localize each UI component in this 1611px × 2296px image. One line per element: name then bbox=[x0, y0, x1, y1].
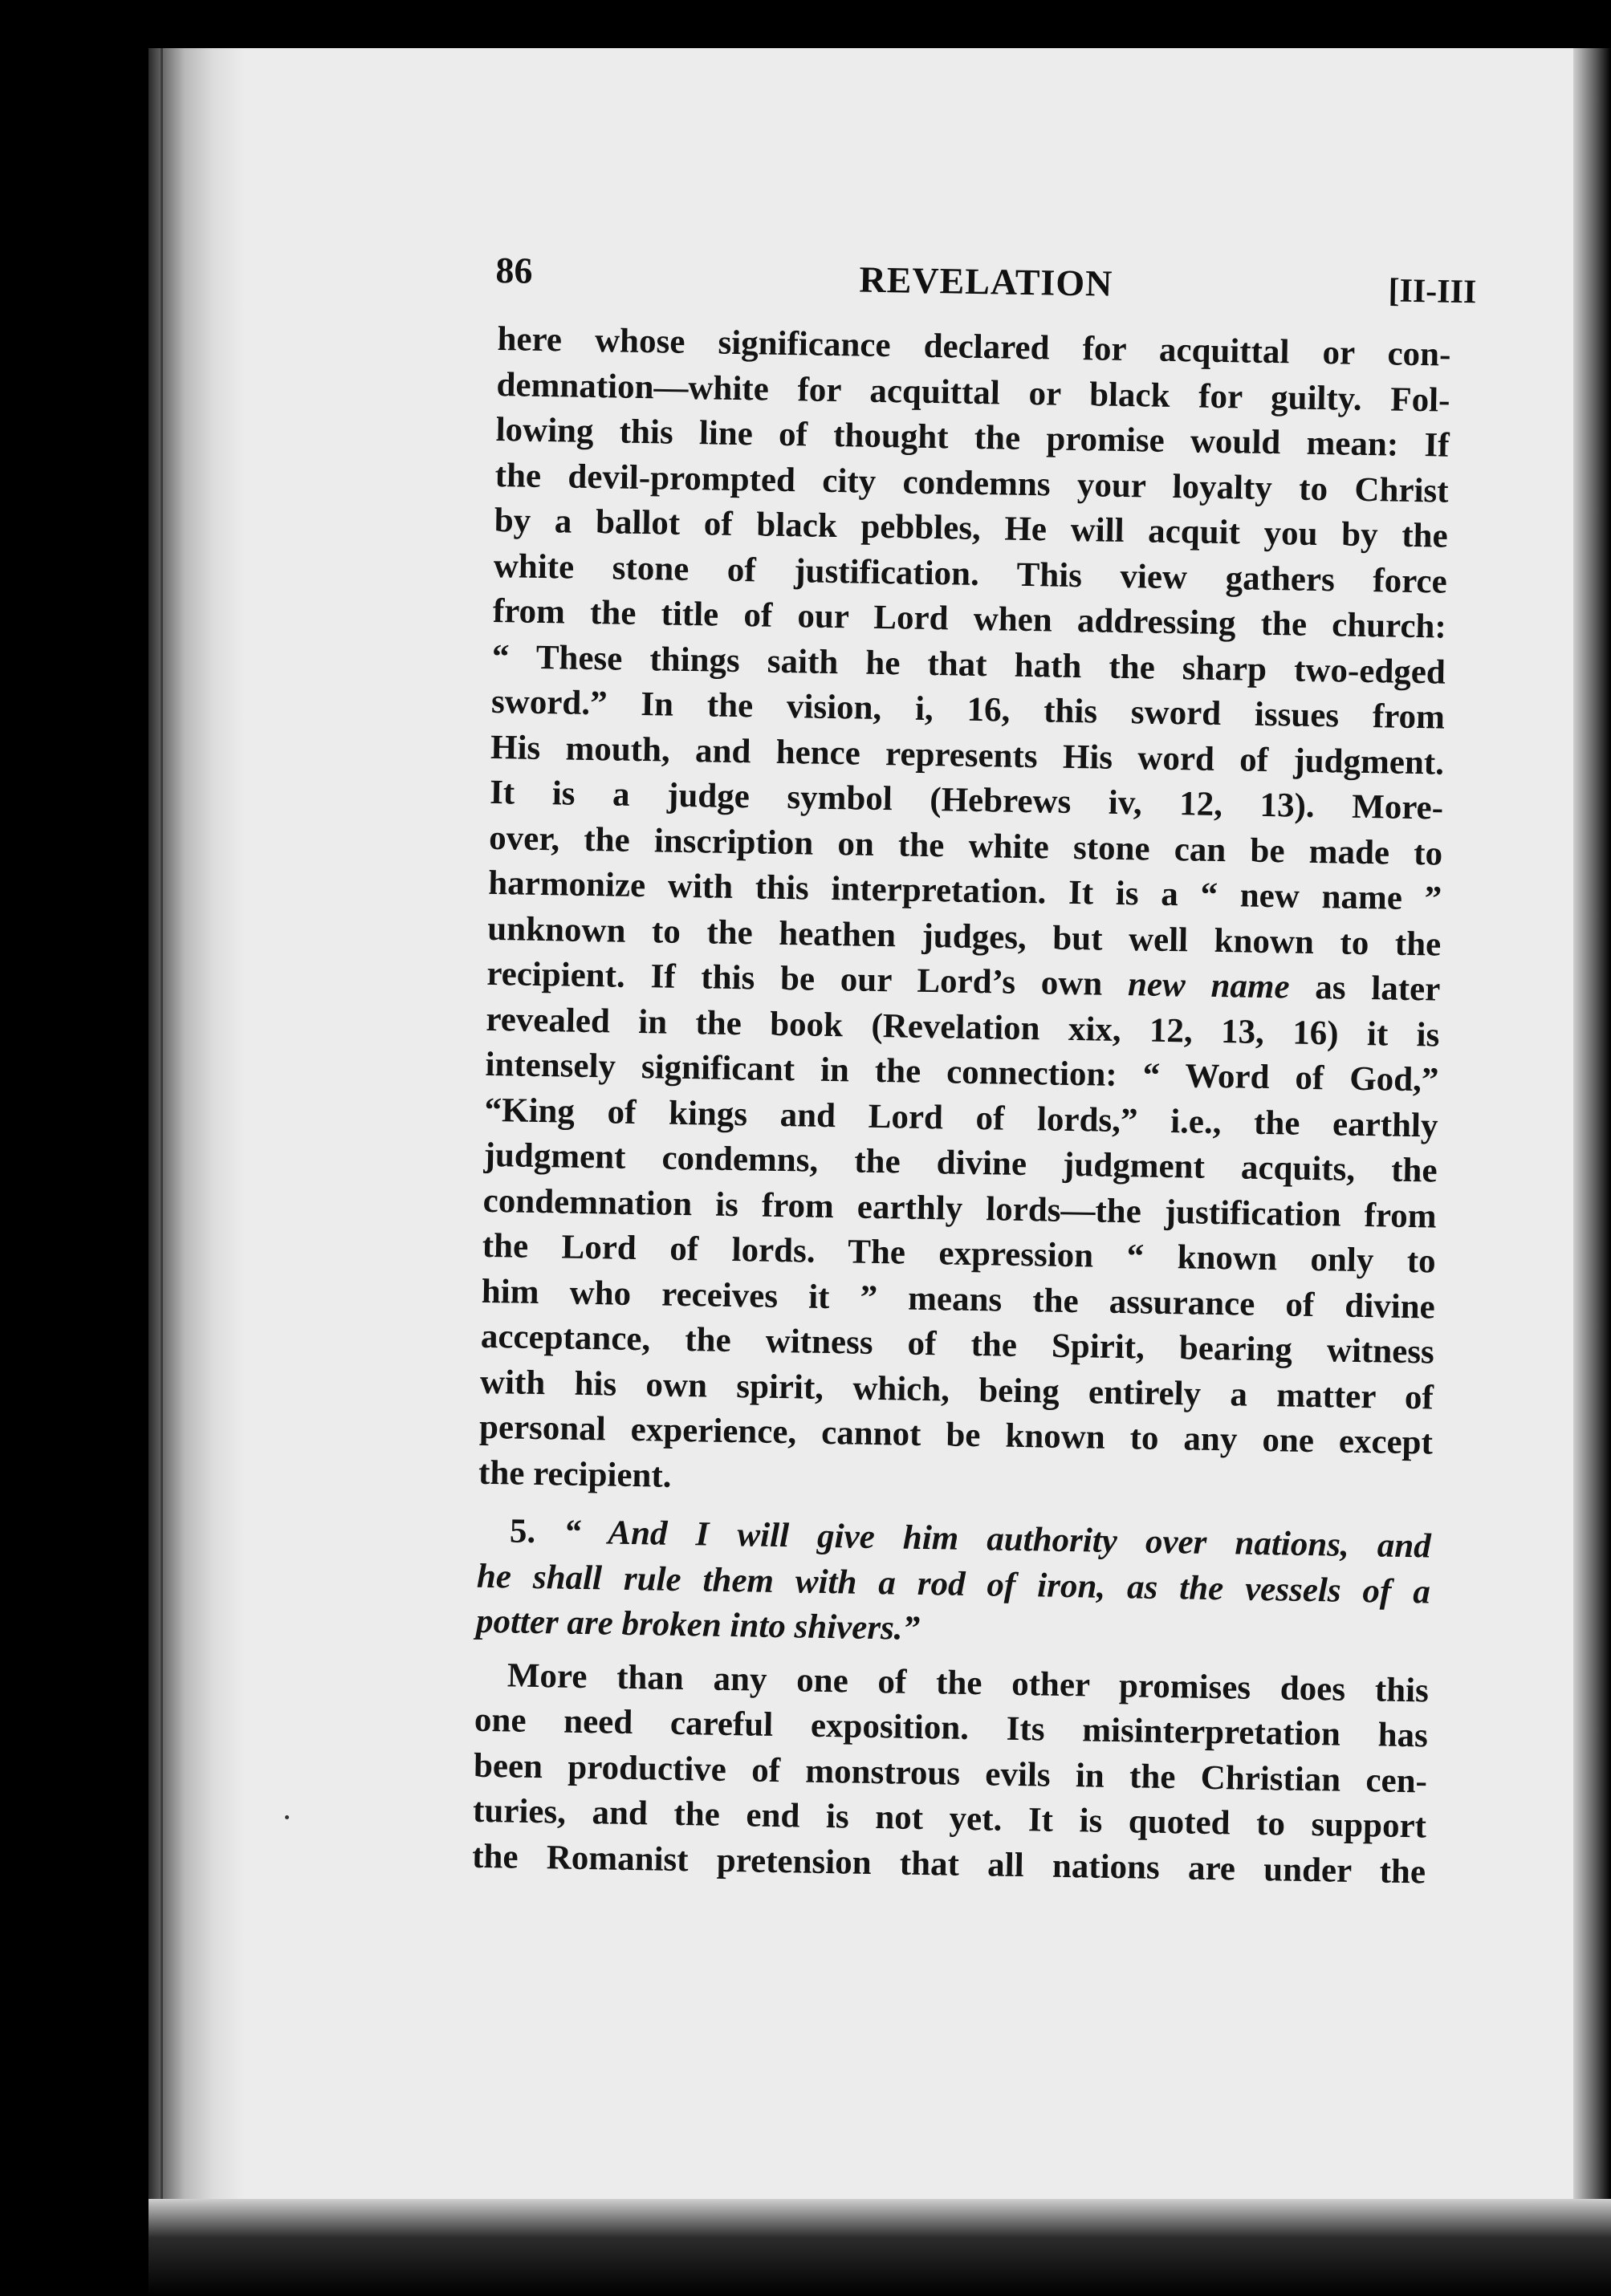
text-line: by a ballot of black pebbles, He will acquit you by the bbox=[494, 501, 1449, 555]
verse-text: “ And I will give him authority over nations, and bbox=[563, 1513, 1432, 1566]
text-line: the devil-prompted city condemns your loyalty to Christ bbox=[494, 456, 1449, 510]
text-line: intensely significant in the connection: “ Word of God,” bbox=[485, 1045, 1439, 1099]
text-line: revealed in the book (Revelation xix, 12, 13, 16) it is bbox=[486, 1000, 1440, 1055]
text-line: him who receives it ” means the assurance of divine bbox=[481, 1272, 1436, 1327]
text-line: the Lord of lords. The expression “ known only to bbox=[482, 1226, 1437, 1281]
text-line: unknown to the heathen judges, but well known to the bbox=[486, 909, 1442, 964]
text-line: More than any one of the other promises does this bbox=[506, 1656, 1430, 1709]
italic-phrase: new name bbox=[1127, 965, 1290, 1006]
gutter-line bbox=[161, 48, 163, 2215]
text-line: personal experience, cannot be known to any one except bbox=[478, 1408, 1434, 1462]
body-text bbox=[472, 317, 1451, 1895]
verse-line: potter are broken into shivers.” bbox=[475, 1602, 921, 1648]
text-line: harmonize with this interpretation. It is a “ new name ” bbox=[487, 864, 1442, 918]
text-line: His mouth, and hence represents His word of judgment. bbox=[490, 728, 1445, 782]
verse-quotation bbox=[476, 1509, 1432, 1660]
verse-line: he shall rule them with a rod of iron, as the vessels of a bbox=[476, 1557, 1431, 1611]
paragraph-continued bbox=[478, 317, 1451, 1511]
text-line: demnation—white for acquittal or black for guilty. Fol- bbox=[496, 365, 1450, 420]
text-line: acceptance, the witness of the Spirit, bearing witness bbox=[480, 1317, 1435, 1372]
text-span: as later bbox=[1314, 969, 1441, 1009]
page-right-edge bbox=[1573, 48, 1611, 2215]
text-line: sword.” In the vision, i, 16, this sword issues from bbox=[490, 682, 1446, 737]
text-line: “King of kings and Lord of lords,” i.e., the earthly bbox=[484, 1091, 1438, 1145]
page-bottom-edge bbox=[148, 2199, 1611, 2296]
verse-number: 5. bbox=[509, 1512, 536, 1550]
text-span: recipient. If this be our Lord’s own bbox=[486, 954, 1103, 1003]
text-line: been productive of monstrous evils in the Christian cen- bbox=[473, 1746, 1428, 1800]
text-line: turies, and the end is not yet. It is quoted to support bbox=[472, 1791, 1427, 1846]
page-number: 86 bbox=[495, 249, 533, 291]
paragraph bbox=[472, 1652, 1430, 1895]
binding-gutter bbox=[148, 48, 245, 2215]
text-line: white stone of justification. This view gathers force bbox=[493, 547, 1448, 601]
text-line: the Romanist pretension that all nations are under the bbox=[471, 1837, 1426, 1891]
running-title: REVELATION bbox=[859, 258, 1113, 304]
section-reference: [II-III bbox=[1388, 272, 1477, 311]
text-line: with his own spirit, which, being entirely a matter of bbox=[479, 1363, 1434, 1417]
text-line: lowing this line of thought the promise would mean: If bbox=[495, 410, 1450, 465]
ink-speck bbox=[285, 1815, 289, 1819]
text-line: judgment condemns, the divine judgment acquits, the bbox=[483, 1136, 1438, 1190]
text-line: the recipient. bbox=[478, 1453, 672, 1495]
text-line: over, the inscription on the white stone can be made to bbox=[488, 819, 1443, 873]
text-line: condemnation is from earthly lords—the justification from bbox=[482, 1181, 1437, 1236]
text-line: here whose significance declared for acquittal or con- bbox=[497, 319, 1451, 374]
text-line: from the title of our Lord when addressing the church: bbox=[492, 591, 1447, 646]
text-line: It is a judge symbol (Hebrews iv, 12, 13). More- bbox=[489, 773, 1444, 827]
text-line: one need careful exposition. Its misinterpretation has bbox=[474, 1701, 1429, 1755]
text-line: “ These things saith he that hath the sharp two-edged bbox=[491, 637, 1446, 692]
